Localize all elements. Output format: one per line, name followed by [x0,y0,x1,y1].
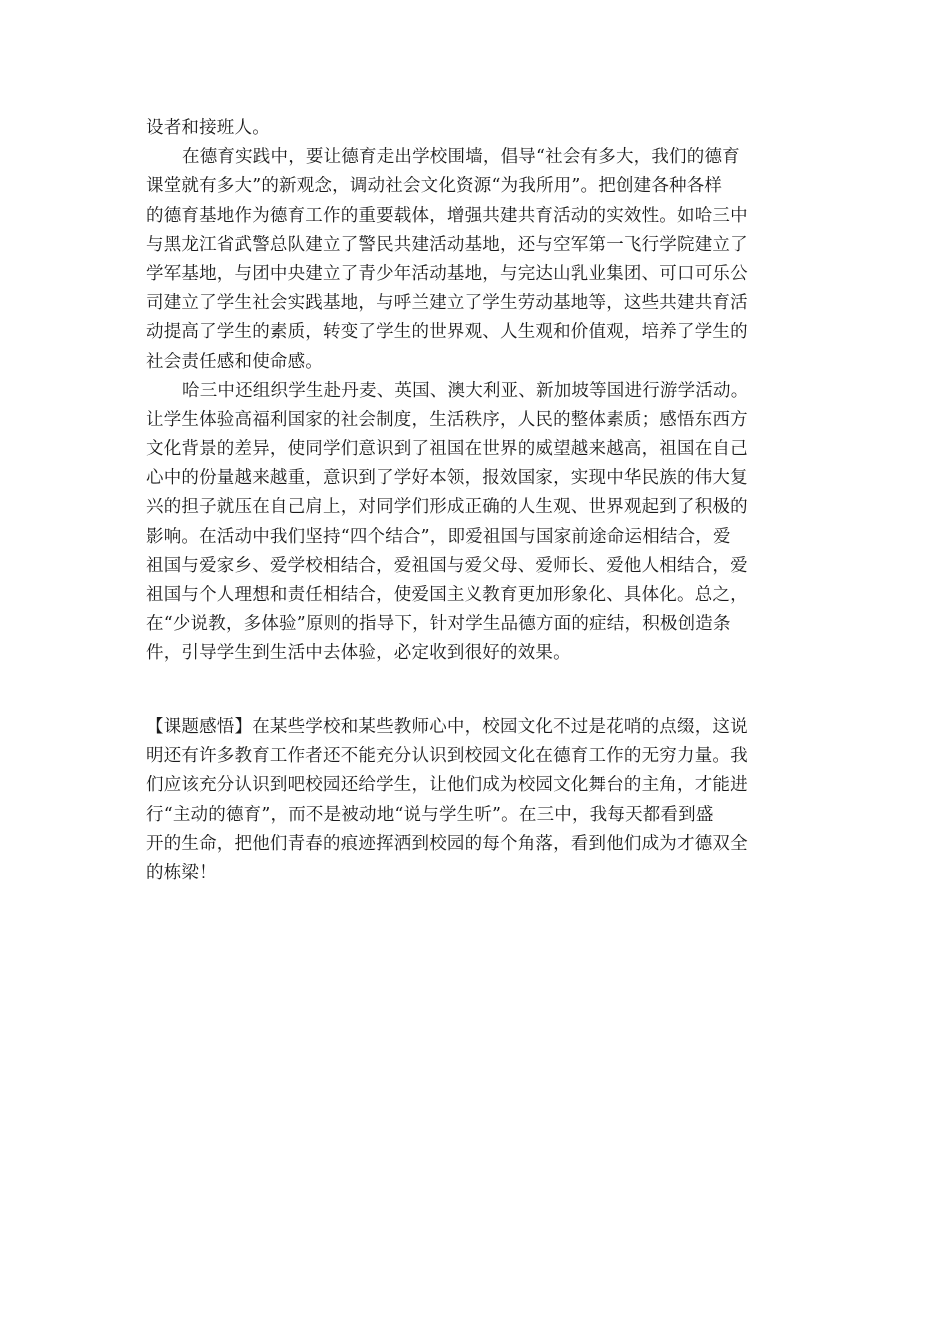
text-line: 社会责任感和使命感。 [146,351,323,372]
text-line: 在“少说教，多体验”原则的指导下，针对学生品德方面的症结，积极创造条 [146,614,731,635]
text-line: 兴的担子就压在自己肩上，对同学们形成正确的人生观、世界观起到了积极的 [146,497,748,518]
text-line: 们应该充分认识到吧校园还给学生，让他们成为校园文化舞台的主角，才能进 [146,775,748,796]
text-line: 在德育实践中，要让德育走出学校围墙，倡导“社会有多大，我们的德育 [182,147,740,168]
text-line: 文化背景的差异，使同学们意识到了祖国在世界的威望越来越高，祖国在自己 [146,439,748,460]
text-line: 明还有许多教育工作者还不能充分认识到校园文化在德育工作的无穷力量。我 [146,746,748,767]
text-line: 让学生体验高福利国家的社会制度，生活秩序，人民的整体素质；感悟东西方 [146,409,748,430]
text-line: 司建立了学生社会实践基地，与呼兰建立了学生劳动基地等，这些共建共育活 [146,293,748,314]
main-text-block [146,114,806,669]
text-line: 的德育基地作为德育工作的重要载体，增强共建共育活动的实效性。如哈三中 [146,205,748,226]
text-line: 与黑龙江省武警总队建立了警民共建活动基地，还与空军第一飞行学院建立了 [146,234,748,255]
text-line: 心中的份量越来越重，意识到了学好本领，报效国家，实现中华民族的伟大复 [146,468,748,489]
paragraph-study-tour [146,377,806,669]
text-line: 祖国与个人理想和责任相结合，使爱国主义教育更加形象化、具体化。总之， [146,585,748,605]
text-line: 哈三中还组织学生赴丹麦、英国、澳大利亚、新加坡等国进行游学活动。 [182,380,749,401]
text-line: 课堂就有多大”的新观念，调动社会文化资源“为我所用”。把创建各种各样 [146,176,723,197]
reflection-text-block [146,713,806,888]
text-line: 设者和接班人。 [146,118,270,138]
text-line: 影响。在活动中我们坚持“四个结合”，即爱祖国与国家前途命运相结合，爱 [146,526,731,547]
text-line: 件，引导学生到生活中去体验，必定收到很好的效果。 [146,643,571,664]
paragraph-moral-practice [146,143,806,377]
text-line: 【课题感悟】在某些学校和某些教师心中，校园文化不过是花哨的点缀，这说 [146,717,748,737]
continuation-paragraph [146,114,806,143]
text-line: 行“主动的德育”，而不是被动地“说与学生听”。在三中，我每天都看到盛 [146,804,714,825]
text-line: 开的生命，把他们青春的痕迹挥洒到校园的每个角落，看到他们成为才德双全 [146,833,748,854]
text-line: 的栋梁！ [146,862,217,883]
paragraph-reflection [146,713,806,888]
text-line: 动提高了学生的素质，转变了学生的世界观、人生观和价值观，培养了学生的 [146,322,748,343]
text-line: 祖国与爱家乡、爱学校相结合，爱祖国与爱父母、爱师长、爱他人相结合，爱 [146,555,748,576]
text-line: 学军基地，与团中央建立了青少年活动基地，与完达山乳业集团、可口可乐公 [146,263,748,284]
